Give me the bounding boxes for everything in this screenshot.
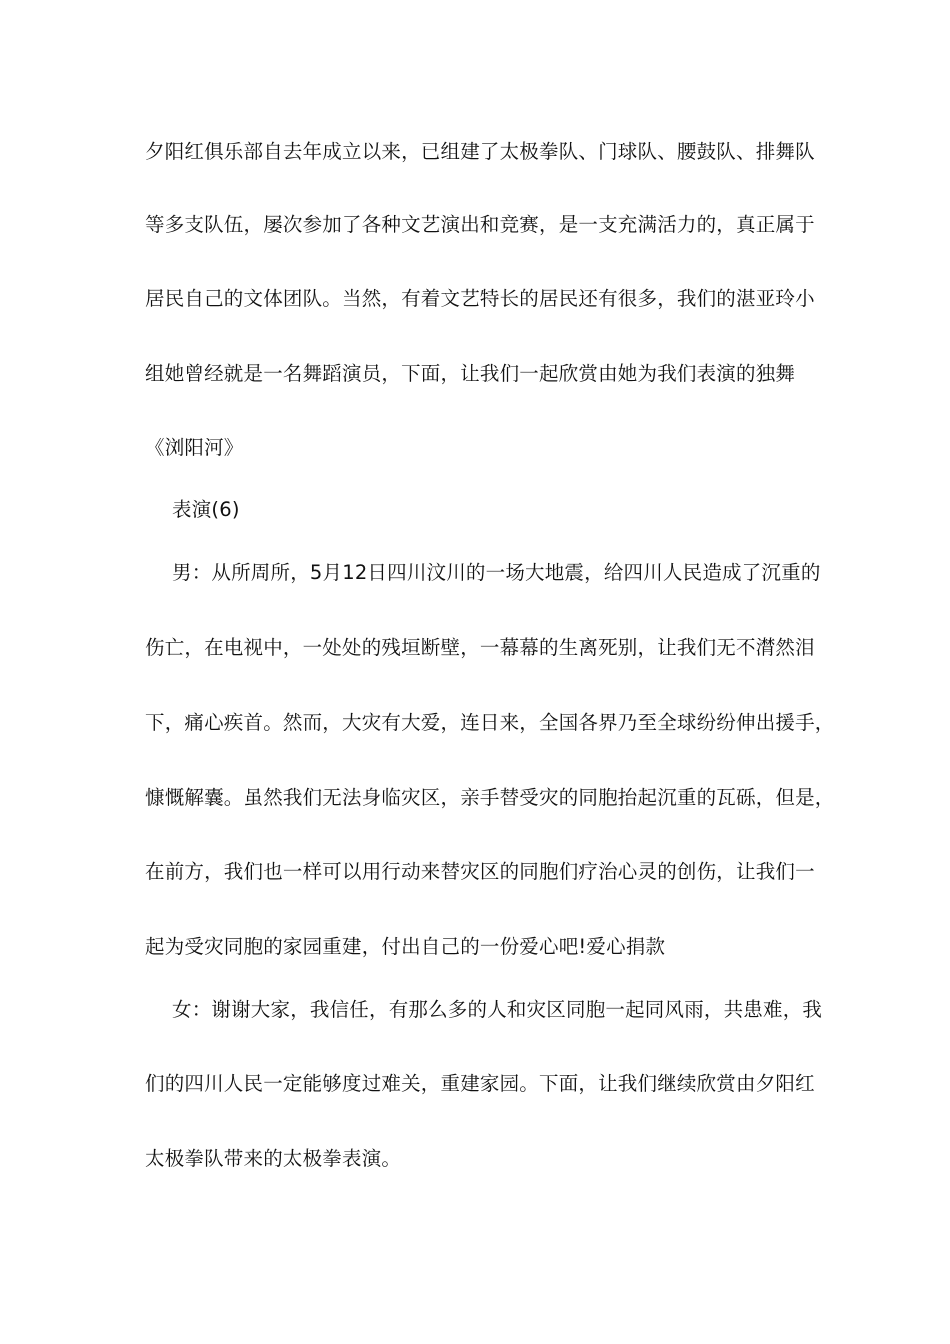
text-line-14: 们的四川人民一定能够度过难关，重建家园。下面，让我们继续欣赏由夕阳红 — [145, 1072, 815, 1095]
text-line-4: 组她曾经就是一名舞蹈演员，下面，让我们一起欣赏由她为我们表演的独舞 — [145, 362, 796, 385]
performance-heading: 表演(6) — [172, 498, 240, 521]
text-line-3: 居民自己的文体团队。当然，有着文艺特长的居民还有很多，我们的湛亚玲小 — [145, 287, 815, 310]
text-line-10: 慷慨解囊。虽然我们无法身临灾区，亲手替受灾的同胞抬起沉重的瓦砾，但是， — [145, 786, 835, 809]
text-line-8: 伤亡，在电视中，一处处的残垣断壁，一幕幕的生离死别，让我们无不潸然泪 — [145, 636, 815, 659]
text-line-2: 等多支队伍，屡次参加了各种文艺演出和竞赛，是一支充满活力的，真正属于 — [145, 213, 815, 236]
text-line-5: 《浏阳河》 — [145, 436, 244, 459]
text-line-7: 男：从所周所，5月12日四川汶川的一场大地震，给四川人民造成了沉重的 — [172, 561, 821, 584]
text-line-13: 女：谢谢大家，我信任，有那么多的人和灾区同胞一起同风雨，共患难，我 — [172, 998, 823, 1021]
text-line-11: 在前方，我们也一样可以用行动来替灾区的同胞们疗治心灵的创伤，让我们一 — [145, 860, 815, 883]
text-line-1: 夕阳红俱乐部自去年成立以来，已组建了太极拳队、门球队、腰鼓队、排舞队 — [145, 140, 815, 163]
text-line-9: 下，痛心疾首。然而，大灾有大爱，连日来，全国各界乃至全球纷纷伸出援手， — [145, 711, 835, 734]
text-line-12: 起为受灾同胞的家园重建，付出自己的一份爱心吧!爱心捐款 — [145, 935, 666, 958]
text-line-15: 太极拳队带来的太极拳表演。 — [145, 1147, 402, 1170]
